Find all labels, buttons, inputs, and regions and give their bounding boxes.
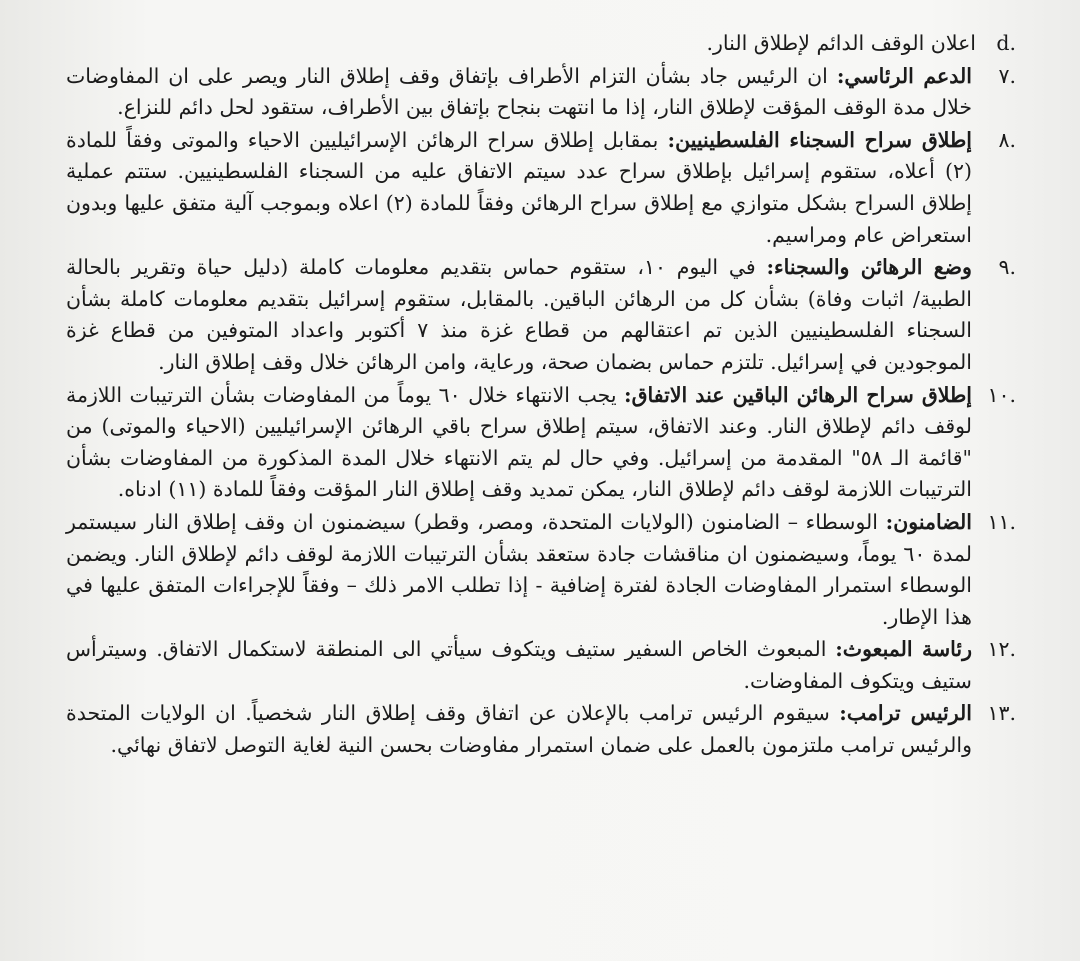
document-body (66, 28, 1016, 762)
clause-d (66, 28, 1016, 60)
clause-12 (66, 634, 1016, 697)
clause-text: في اليوم ١٠، ستقوم حماس بتقديم معلومات كاملة (دليل حياة وتقرير بالحالة الطبية/ اثبات وفاة) بشأن كل من الرهائن الباقين. بالمقابل، ستقوم إسرائيل بتقديم معلومات كاملة بشأن السجناء الفلسطينيين الذين تم اعتقالهم من قطاع غزة منذ ٧ أكتوبر واعداد المتوفين من قطاع غزة الموجودين في إسرائيل. تلتزم حماس بضمان صحة، ورعاية، وامن الرهائن خلال وقف إطلاق النار. (66, 255, 972, 374)
clause-text: الوسطاء – الضامنون (الولايات المتحدة، ومصر، وقطر) سيضمنون ان وقف إطلاق النار سيستمر لمدة ٦٠ يوماً، وسيضمنون ان مناقشات جادة ستعقد بشأن الترتيبات اللازمة لوقف دائم لإطلاق النار. ويضمن الوسطاء استمرار المفاوضات الجادة لفترة إضافية - إذا تطلب الامر ذلك – وفقاً للإجراءات المتفق عليها في هذا الإطار. (66, 509, 972, 629)
clause-text: بمقابل إطلاق سراح الرهائن الإسرائيليين الاحياء والموتى وفقاً للمادة (٢) أعلاه، ستقوم إسرائيل بإطلاق سراح عدد سيتم الاتفاق عليه من السجناء الفلسطينيين. ستتم عملية إطلاق السراح بشكل متوازي مع إطلاق سراح الرهائن وفقاً للمادة (٢) اعلاه وبموجب آلية متفق عليها وبدون استعراض عام ومراسيم. (66, 127, 972, 247)
clause-text: يجب الانتهاء خلال ٦٠ يوماً من المفاوضات بشأن الترتيبات اللازمة لوقف دائم لإطلاق النار. وعند الاتفاق، سيتم إطلاق سراح باقي الرهائن الإسرائيليين (الاحياء والموتى) من "قائمة الـ ٥٨" المقدمة من إسرائيل. وفي حال لم يتم الانتهاء خلال المدة المذكورة من المفاوضات بشأن الترتيبات اللازمة لوقف دائم لإطلاق النار، يمكن تمديد وقف إطلاق النار المؤقت وفقاً للمادة (١١) ادناه. (66, 382, 972, 502)
clause-7 (66, 61, 1016, 124)
clause-9 (66, 252, 1016, 378)
clause-11 (66, 507, 1016, 633)
clause-number: ١٢. (987, 637, 1016, 662)
clause-number: d. (996, 31, 1016, 55)
clause-13 (66, 698, 1016, 761)
clause-title: الرئيس ترامب: (839, 701, 972, 726)
clause-title: إطلاق سراح الرهائن الباقين عند الاتفاق: (624, 382, 973, 407)
clause-title: إطلاق سراح السجناء الفلسطينيين: (667, 127, 972, 152)
clause-text: اعلان الوقف الدائم لإطلاق النار. (706, 31, 976, 55)
clause-text: سيقوم الرئيس ترامب بالإعلان عن اتفاق وقف إطلاق النار شخصياً. ان الولايات المتحدة والرئيس ترامب ملتزمون بالعمل على ضمان استمرار مفاوضات بحسن النية لغاية التوصل لاتفاق نهائي. (66, 701, 972, 758)
clause-text: المبعوث الخاص السفير ستيف ويتكوف سيأتي الى المنطقة لاستكمال الاتفاق. وسيترأس ستيف ويتكوف المفاوضات. (66, 637, 972, 693)
clause-title: وضع الرهائن والسجناء: (766, 255, 972, 280)
clause-number: ١٣. (987, 701, 1016, 726)
clause-10 (66, 380, 1016, 506)
clause-number: ١١. (987, 509, 1016, 534)
clause-title: الضامنون: (885, 509, 972, 534)
clause-number: ٨. (998, 127, 1016, 152)
clause-number: ٧. (998, 63, 1016, 88)
clause-number: ١٠. (987, 382, 1016, 407)
clause-title: الدعم الرئاسي: (836, 63, 972, 88)
clause-number: ٩. (998, 255, 1016, 280)
clause-text: ان الرئيس جاد بشأن التزام الأطراف بإتفاق وقف إطلاق النار ويصر على ان المفاوضات خلال مدة الوقف المؤقت لإطلاق النار، إذا ما انتهت بنجاح بإتفاق بين الأطراف، ستقود لحل دائم للنزاع. (66, 63, 972, 120)
clause-8 (66, 125, 1016, 251)
clause-title: رئاسة المبعوث: (835, 637, 972, 662)
